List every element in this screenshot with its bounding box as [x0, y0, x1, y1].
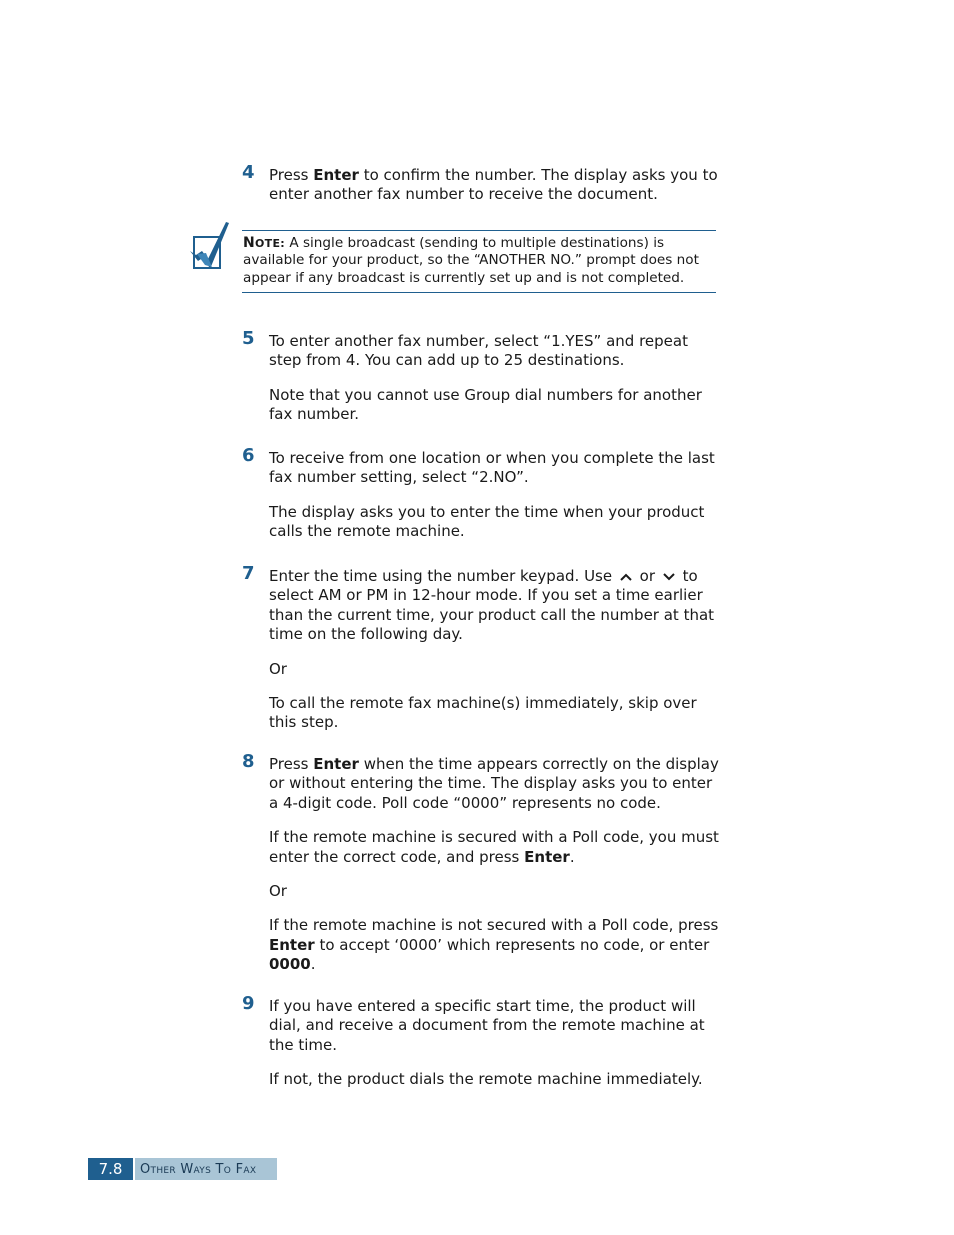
step-text: To call the remote fax machine(s) immediately, skip over this step.: [269, 694, 697, 732]
step-5: [242, 328, 722, 425]
step-number: 5: [242, 328, 255, 349]
key-enter: Enter: [269, 935, 315, 954]
section-title: Other Ways To Fax: [135, 1158, 277, 1180]
step-number: 4: [242, 162, 255, 183]
note-checkmark-icon: [188, 221, 232, 275]
step-number: 9: [242, 993, 255, 1014]
step-number: 6: [242, 445, 255, 466]
step-text: Press Enter when the time appears correctly on the display or without entering the time. The display asks you to enter a 4-digit code. Poll code “0000” represents no code.: [269, 755, 719, 812]
step-text: Or: [269, 659, 287, 678]
page-number: 7.8: [88, 1158, 133, 1180]
step-text: If the remote machine is secured with a Poll code, you must enter the correct code, and press Enter.: [269, 828, 719, 866]
step-number: 8: [242, 751, 255, 772]
step-text: Press Enter to confirm the number. The display asks you to enter another fax number to receive the document.: [269, 166, 718, 204]
down-arrow-icon: [662, 572, 676, 582]
code-0000: 0000: [269, 955, 311, 974]
note-box: [242, 230, 716, 293]
step-text: To receive from one location or when you complete the last fax number setting, select “2.NO”.: [269, 449, 715, 487]
key-enter: Enter: [524, 847, 570, 866]
step-4: [242, 162, 722, 205]
step-8: [242, 751, 722, 975]
step-text: If not, the product dials the remote machine immediately.: [269, 1070, 703, 1089]
key-enter: Enter: [313, 166, 359, 184]
step-text: The display asks you to enter the time when your product calls the remote machine.: [269, 502, 705, 541]
step-6: [242, 445, 722, 542]
step-text: If the remote machine is not secured with a Poll code, press Enter to accept ‘0000’ which represents no code, or enter 0000.: [269, 916, 719, 974]
step-text: Enter the time using the number keypad. Use or to select AM or PM in 12-hour mode. If you set a time earlier than the current time, your product call the number at that time on the following day.: [269, 567, 715, 644]
step-text: To enter another fax number, select “1.YES” and repeat step from 4. You can add up to 25 destinations.: [269, 332, 688, 370]
step-text: Or: [269, 882, 287, 901]
note-text: A single broadcast (sending to multiple destinations) is available for your product, so the “ANOTHER NO.” prompt does not appear if any broadcast is currently set up and is not completed.: [243, 235, 699, 286]
up-arrow-icon: [619, 572, 633, 582]
key-enter: Enter: [313, 755, 359, 773]
note-label: NOTE:: [243, 235, 285, 251]
step-text: If you have entered a specific start time, the product will dial, and receive a document from the remote machine at the time.: [269, 997, 705, 1054]
step-9: [242, 993, 722, 1090]
step-text: Note that you cannot use Group dial numbers for another fax number.: [269, 385, 702, 424]
step-number: 7: [242, 563, 255, 584]
step-7: [242, 563, 722, 733]
